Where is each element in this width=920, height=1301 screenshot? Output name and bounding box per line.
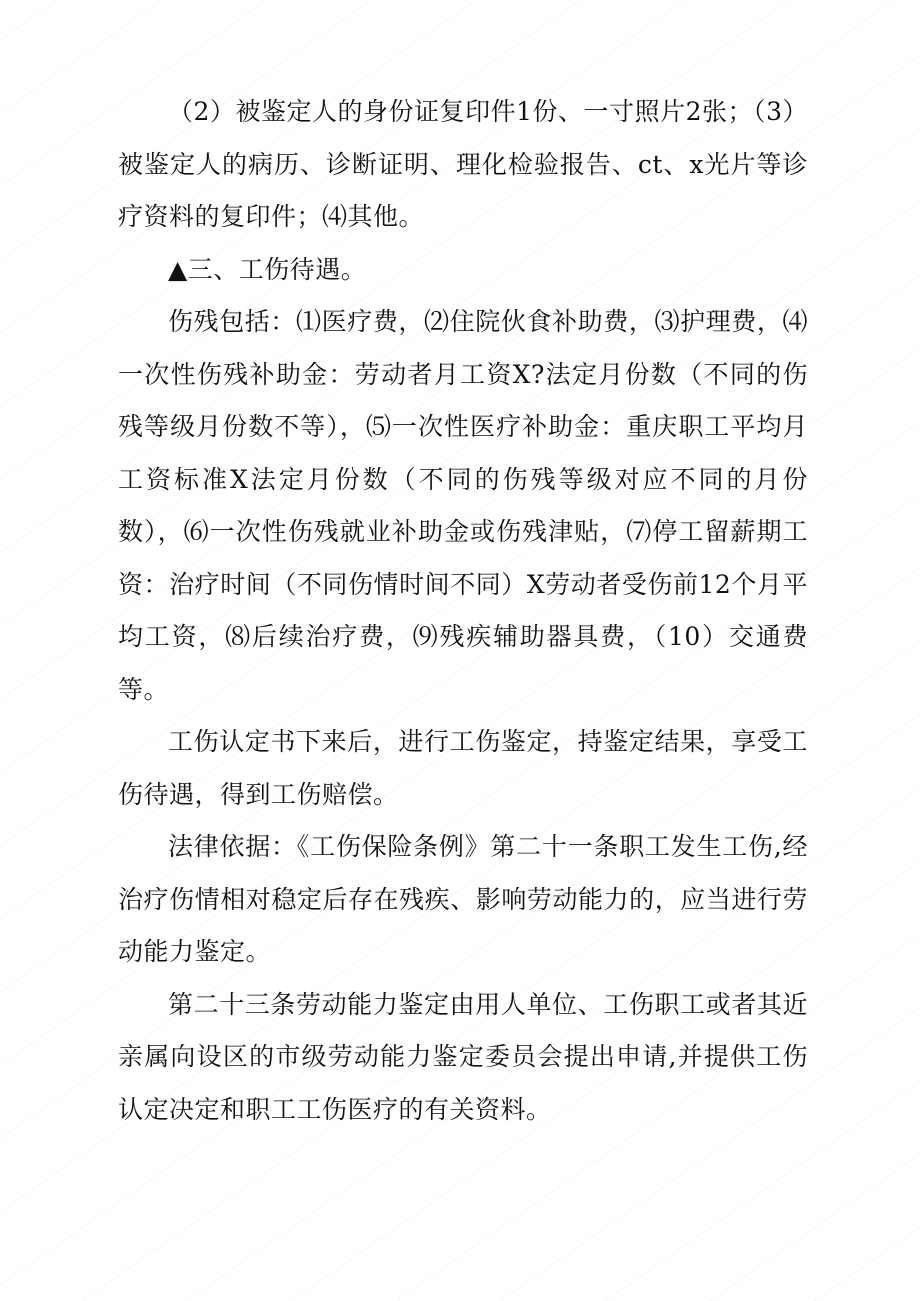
paragraph-legal-basis: 法律依据：《工伤保险条例》第二十一条职工发生工伤,经治疗伤情相对稳定后存在残疾、影响劳动能力的，应当进行劳动能力鉴定。 xyxy=(118,832,808,966)
paragraph-after-certification: 工伤认定书下来后，进行工伤鉴定，持鉴定结果，享受工伤待遇，得到工伤赔偿。 xyxy=(118,727,808,809)
paragraph-article-23: 第二十三条劳动能力鉴定由用人单位、工伤职工或者其近亲属向设区的市级劳动能力鉴定委员会提出申请,并提供工伤认定决定和职工工伤医疗的有关资料。 xyxy=(118,989,808,1124)
paragraph-disability-items: 伤残包括：⑴医疗费，⑵住院伙食补助费，⑶护理费，⑷一次性伤残补助金：劳动者月工资X?法定月份数（不同的伤残等级月份数不等），⑸一次性医疗补助金：重庆职工平均月工资标准X法定月份数（不同的伤残等级对应不同的月份数），⑹一次性伤残就业补助金或伤残津贴，⑺停工留薪期工资：治疗时间（不同伤情时间不同）X劳动者受伤前12个月平均工资，⑻后续治疗费，⑼残疾辅助器具费，（10）交通费等。 xyxy=(118,307,808,704)
section-heading-work-injury-benefits: ▲三、工伤待遇。 xyxy=(168,254,367,284)
document-body xyxy=(118,86,808,1136)
paragraph-required-materials: （2）被鉴定人的身份证复印件1份、一寸照片2张；（3）被鉴定人的病历、诊断证明、理化检验报告、ct、x光片等诊疗资料的复印件；⑷其他。 xyxy=(118,97,808,231)
